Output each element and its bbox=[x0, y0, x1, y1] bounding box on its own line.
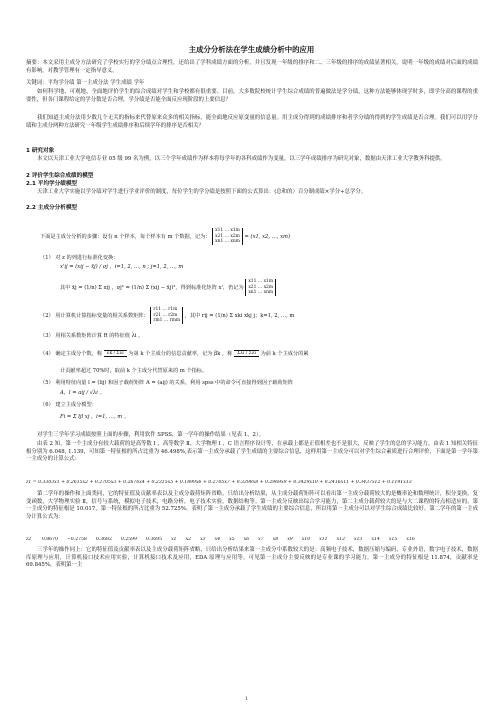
section-2-1-heading: 2.1 平均学分绩模型 bbox=[26, 181, 78, 187]
z2-term: x15 bbox=[388, 537, 398, 542]
page-number: 1 bbox=[245, 697, 248, 702]
paragraph-results-4: 三学年的操作同上：它的特征值及贡献率表以及主成分载荷矩阵省略，只给出分析结果来第一主成分中系数较大的是：高频电子技术，数据压缩与编码，专业外语，数字电子技术，数据库原理与应用，计算机接口技术应用实验，计算机接口技术及应用，EDA 原理与应用等。可见第一主成分主要反映的是专业课的学习能力。第一主成分的特征根是 11.874，贡献率是 69.845%，表明第一主 bbox=[26, 547, 478, 569]
step-5: （5） 利用特征向量 l = (lij) 和因子载荷矩阵 A = (aij) 的关系，利用 spss 中的命令可直接得到因子载荷矩阵 bbox=[40, 380, 293, 386]
step-1-equation: x'ij = (xij − x̄j) / σj ，i=1, 2, …, n ; j=1, 2, …, m bbox=[60, 264, 184, 270]
z2-term: x6 bbox=[243, 537, 250, 542]
z2-label: z2 bbox=[26, 537, 32, 542]
paper-title: 主成分分析法在学生成绩分析中的应用 bbox=[188, 45, 315, 54]
step-2-tail: ，其中 rij = (1/n) Σ xki xkj j；k=1, 2, …, m bbox=[184, 312, 295, 319]
section-2-2-heading: 2.2 主成分分析模型 bbox=[26, 205, 78, 211]
z2-term: x16 bbox=[406, 537, 415, 542]
step-1-where bbox=[60, 279, 498, 296]
second-year-pc-formula bbox=[26, 537, 486, 543]
z2-term: x11 bbox=[319, 537, 328, 542]
step-2-text: （2） 用计算机计算指标变量的相关系数矩阵： bbox=[40, 312, 149, 319]
step-2 bbox=[40, 307, 478, 324]
z2-term: x1 bbox=[171, 537, 177, 542]
correlation-matrix: r11 … r1m r21 … r2m rm1 … rmm bbox=[150, 307, 183, 324]
z2-term: x3 bbox=[200, 537, 206, 542]
z2-term: x14 bbox=[371, 537, 380, 542]
z2-coefficient: 0.3695 bbox=[145, 537, 163, 542]
z2-coefficient: 0.2599 bbox=[120, 537, 137, 542]
z2-term: x8 bbox=[272, 537, 279, 542]
step-0-text: 下面是主成分分析的步骤：设有 n 个样本，每个样本有 m 个数据，记为： bbox=[40, 233, 211, 240]
paragraph-results-1: 对学生三学年学习成绩按照上面的步骤，利用软件 SPSS，第一学年的操作结果（见表 1、2）。 bbox=[37, 432, 265, 438]
z2-coefficients bbox=[33, 537, 415, 542]
paragraph-results-3: 第二学年的操作和上面类同，它的特征值及贡献率表以及主成分载荷矩阵省略，只给出分析结果，从主成分载荷矩阵可以看出第一主成分载荷较大的是概率论和数理统计，积分变换，复变函数，大学物理实验 Ⅱ，信号与系统，模拟电子技术，电路分析，电子技术实验，数据结构等。第一主成分反映出综合学习能力，第二主成分载荷较大的是与大二课程的特点相适应的。第一主成分的特征根是 10.017，第一特征根的所占比重为 52.725%。表明了第一主成分承载了学生成绩的主要综合信息，所以用第一主成分可以对学生综合成绩比较好。第二学年的第一主成分计算公式为： bbox=[26, 491, 478, 520]
matrix-notation: = (x1, x2, …, xm) bbox=[244, 233, 290, 240]
step-1-where-text: 其中 x̄j = (1/n) Σ xij ，σj² = (1/n) Σ (xij − x̄j)²，得到标准化矩阵 x'，仍记为 bbox=[60, 284, 244, 291]
first-year-pc-formula: z1 = 0.3303x1 + 0.2615x2 + 0.2705x3 + 0.2676x4 + 0.2315x5 + 0.1899x6 + 0.2705x7 + 0.3398x8 + 0.2969x9 + 0.3429x10 + 0.2416x11 + 0.3437x12 + 0.1191x13 bbox=[26, 480, 412, 485]
step-6-equation: Fi = Σ ljl xj ，i=1, …, m 。 bbox=[60, 414, 130, 420]
paragraph-results-2: 由表 2 知，第一个主成分有较大载荷的是高等数 Ⅰ 、高等数学 Ⅱ、大学物理 Ⅰ 、C 语言程序设计等，在承载上都是正值相差也不是很大，反映了学生的总的学习能力，由表 1 知相关特征根分别为 6.048, 1.139，可知第一特征根的所占比重为 46.498%,表示第一主成分承载了学生成绩的主要综合信息，这样用第一主成分可以对学生综合素质进行合理评价，下面是第一学年第一主成分的计算公式： bbox=[26, 441, 478, 463]
section-2-heading: 2 评价学生综合成绩的模型 bbox=[26, 173, 94, 179]
step-4 bbox=[40, 350, 478, 358]
z2-term: x10 bbox=[301, 537, 311, 542]
z2-term: x4 bbox=[214, 537, 221, 542]
data-matrix: x11 … x1m x21 … x2m xn1 … xnm bbox=[212, 228, 243, 245]
step-4-cont: 计贡献率超过 70%时，取前 k 个主成分代替原来的 m 个指标。 bbox=[60, 368, 208, 374]
step-5-formula: A，l = aij / √λi 。 bbox=[60, 390, 105, 396]
cumulative-ratio: Σλi / Σλi bbox=[234, 350, 259, 357]
step-6: （6） 建立主成分模型： bbox=[40, 402, 97, 408]
step-4-text-c: 为前 k 个主成分的累 bbox=[260, 351, 309, 357]
z2-term: x12 bbox=[336, 537, 346, 542]
intro-paragraph-1: 如何科学地、可观地、全面地评价学生的综合成绩对学生和学校都有很重要。目前，大多数院校统计学生综合成绩的普遍做法是学分绩，这种方法能够体现学时多，即学分高的课程的重要性，但各门课程给定的学分数是否合理，学分绩是否能全面反应现阶段的上要信息？ bbox=[26, 89, 478, 103]
abstract bbox=[26, 60, 478, 75]
step-1: （1） 对 z 的列进行标准化变换： bbox=[40, 255, 119, 261]
z2-term: x2 bbox=[185, 537, 192, 542]
abstract-text: 摘要：本文采用主成分方法研究了学校实行的学分绩点合理性，还给出了学科成绩方面的分析，并且发现一年级的排序和二、三年级的排序的成绩显著相关。说明一年级的成绩对后面的成绩有影响，对教学管理有一定指导意义。 bbox=[26, 60, 478, 74]
z2-coefficient: 0.8670 bbox=[41, 537, 58, 542]
section-1-heading: 1 研究对象 bbox=[26, 148, 55, 154]
contribution-ratio: λk / Σλi bbox=[104, 350, 127, 357]
section-1-text: 本文以天津工业大学电信专业 05 级 99 名为例，以三个学年成绩作为样本将每学年的各科成绩作为变量，以三学年成绩排序为研究对象，数据由天津工业大学教务科提供。 bbox=[37, 156, 446, 162]
z2-coefficient: 0.3682 bbox=[95, 537, 112, 542]
z2-coefficient: −0.2758 bbox=[66, 537, 87, 542]
keywords: 关键词：平均学分绩 第一主成分法 学生成绩 学年 bbox=[26, 80, 145, 86]
z2-term: x7 bbox=[258, 537, 264, 542]
step-3: （3） 用相关系数矩阵计算 R 的特征值 λi 。 bbox=[40, 333, 144, 339]
step-4-text-b: 为第 k 个主成分的信息贡献率，记为 βk ，称 bbox=[128, 351, 233, 357]
z2-term: x5 bbox=[229, 537, 235, 542]
z2-term: x9 bbox=[287, 537, 293, 542]
z2-term: x13 bbox=[354, 537, 363, 542]
standardized-matrix: x11 … x1m x21 … x2m xn1 … xnm bbox=[245, 279, 276, 296]
section-2-1-text: 天津工业大学实施以学分绩对学生进行学业评价的制度，每位学生的学分绩是按照下面的公式算出：(总和的）百分制成绩×学分÷总学分。 bbox=[37, 189, 367, 195]
step-0 bbox=[40, 228, 478, 245]
intro-paragraph-2: 我们知道主成分法用少数几个无关的指标来代替原来众多的相关指标，能全面地反应原变量的信息量。用主成分得到的成绩排序和者学分绩的得到的学生成绩是否合理。我们可以用学分绩和主成分两种方法研究一年级学生成绩排序和后续学年的排序是否相关？ bbox=[26, 115, 478, 129]
step-4-text-a: （4） 确定主成分个数，称 bbox=[40, 351, 103, 357]
